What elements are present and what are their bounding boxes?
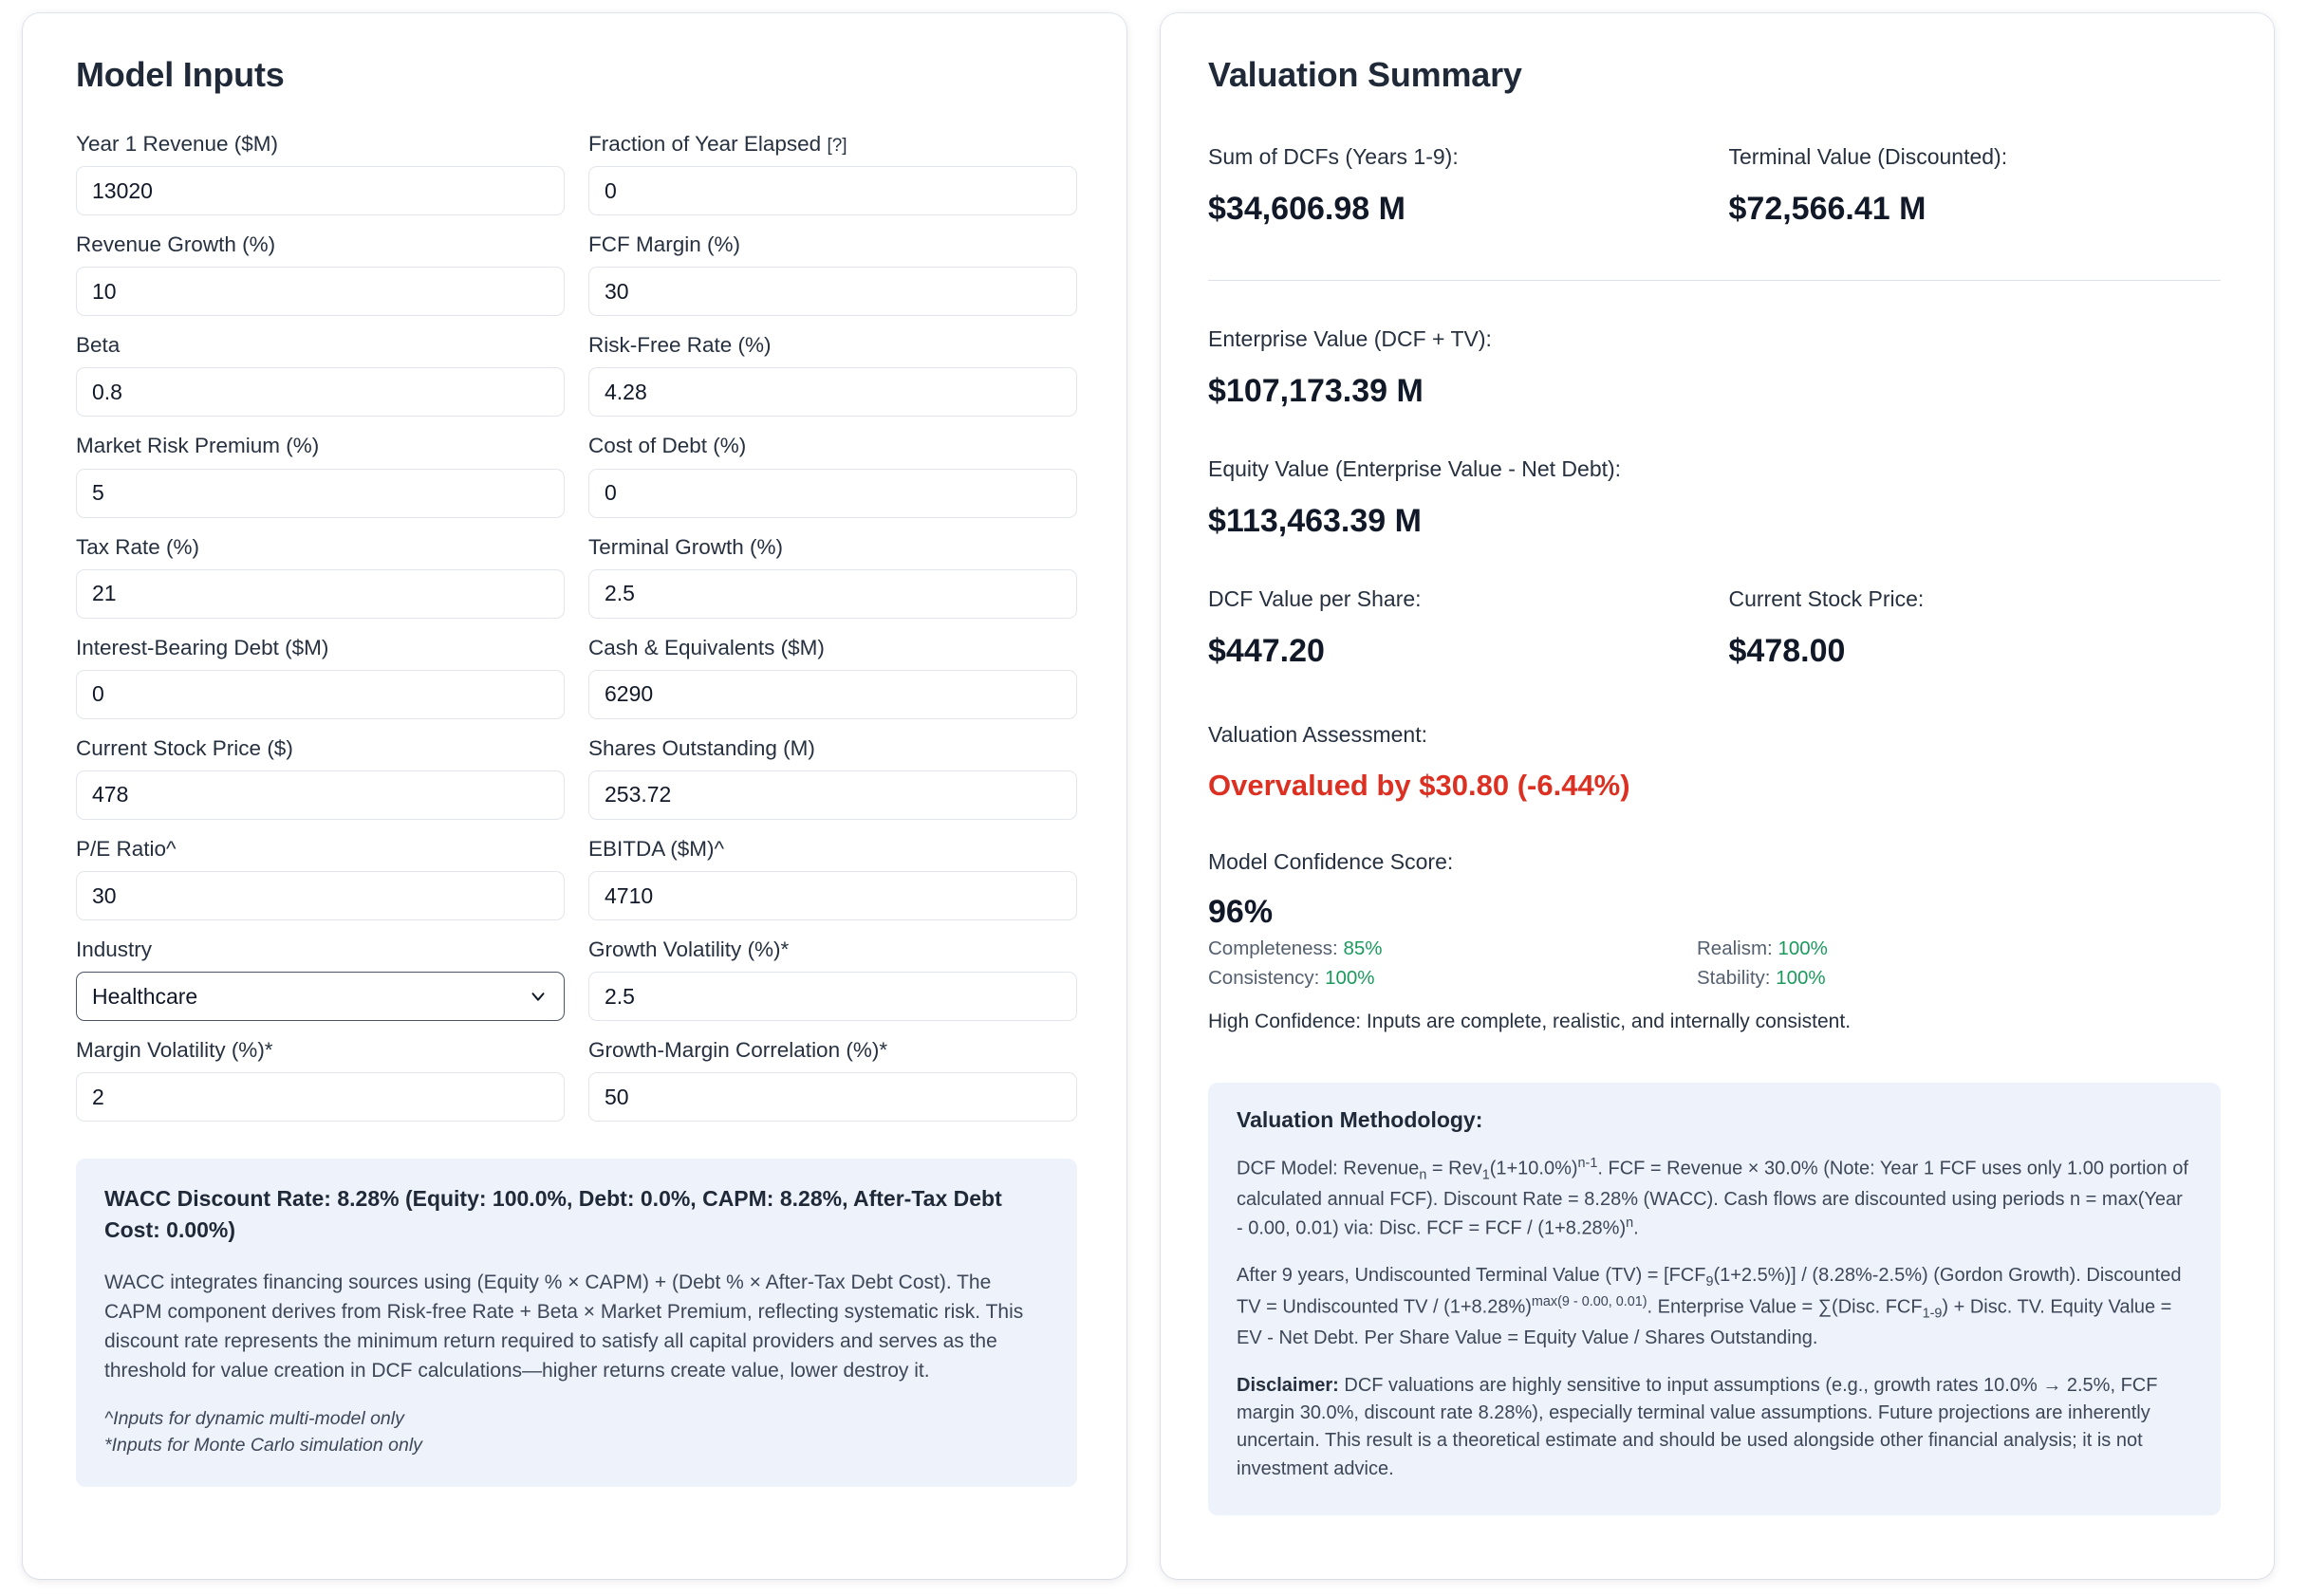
select-industry-value: Healthcare bbox=[92, 983, 198, 1009]
field-interest-bearing-debt bbox=[76, 635, 565, 719]
field-cash-equivalents bbox=[588, 635, 1077, 719]
label-revenue-growth: Revenue Growth (%) bbox=[76, 232, 276, 257]
metric-enterprise-value bbox=[1208, 326, 2221, 409]
metric-dcf-value-per-share-label: DCF Value per Share: bbox=[1208, 585, 1422, 611]
input-cash-equivalents[interactable]: 6290 bbox=[588, 670, 1077, 719]
input-tax-rate[interactable]: 21 bbox=[76, 569, 565, 619]
input-current-stock-price[interactable]: 478 bbox=[76, 770, 565, 820]
valuation-assessment bbox=[1208, 722, 2221, 802]
metric-current-stock-price bbox=[1729, 586, 2222, 669]
wacc-note-title: WACC Discount Rate: 8.28% (Equity: 100.0%, Debt: 0.0%, CAPM: 8.28%, After-Tax Debt Cost: 0.00%) bbox=[104, 1186, 1002, 1242]
confidence-metric-value: 100% bbox=[1776, 966, 1826, 989]
valuation-summary-card bbox=[1161, 13, 2274, 1579]
input-market-risk-premium[interactable]: 5 bbox=[76, 469, 565, 518]
label-growth-volatility: Growth Volatility (%)* bbox=[588, 937, 790, 961]
p1-sup2: n bbox=[1626, 1216, 1634, 1232]
metric-terminal-value-value: $72,566.41 M bbox=[1728, 190, 1926, 227]
model-confidence-label: Model Confidence Score: bbox=[1208, 848, 1454, 874]
field-cost-of-debt bbox=[588, 433, 1077, 517]
label-pe-ratio: P/E Ratio^ bbox=[76, 836, 177, 861]
label-cash-equivalents: Cash & Equivalents ($M) bbox=[588, 635, 825, 659]
confidence-metric-completeness bbox=[1208, 936, 1668, 962]
label-industry: Industry bbox=[76, 937, 153, 961]
select-industry[interactable] bbox=[76, 972, 565, 1021]
field-year1-revenue bbox=[76, 131, 565, 215]
field-risk-free-rate bbox=[588, 332, 1077, 417]
confidence-metric-value: 100% bbox=[1325, 966, 1375, 989]
field-growth-volatility bbox=[588, 937, 1077, 1021]
p2-sup1: max(9 - 0.00, 0.01) bbox=[1531, 1294, 1647, 1310]
field-current-stock-price bbox=[76, 735, 565, 820]
field-margin-volatility bbox=[76, 1037, 565, 1122]
label-ebitda: EBITDA ($M)^ bbox=[588, 836, 725, 861]
input-fraction-year-elapsed[interactable]: 0 bbox=[588, 166, 1077, 215]
metric-current-stock-price-label: Current Stock Price: bbox=[1728, 585, 1925, 611]
input-ebitda[interactable]: 4710 bbox=[588, 871, 1077, 920]
confidence-metric-value: 100% bbox=[1778, 937, 1828, 960]
confidence-metric-realism bbox=[1697, 936, 2157, 962]
label-growth-margin-correlation: Growth-Margin Correlation (%)* bbox=[588, 1038, 888, 1063]
p1-rest: . FCF = Revenue × 30.0% (Note: Year 1 FCF uses only 1.00 portion of calculated annual FCF). Discount Rate = 8.28% (WACC). Cash flows are discounted using periods n = max(Year - 0.00, 0.01) via: Disc. FCF = FCF / (1+8.28%) bbox=[1237, 1158, 2188, 1239]
confidence-metric-name: Consistency: bbox=[1208, 966, 1320, 989]
label-margin-volatility: Margin Volatility (%)* bbox=[76, 1038, 273, 1063]
label-current-stock-price: Current Stock Price ($) bbox=[76, 735, 293, 760]
p1-mid1: = Rev bbox=[1426, 1158, 1482, 1179]
metric-equity-value-label: Equity Value (Enterprise Value - Net Debt): bbox=[1208, 455, 1622, 481]
label-tax-rate: Tax Rate (%) bbox=[76, 534, 200, 559]
label-shares-outstanding: Shares Outstanding (M) bbox=[588, 735, 815, 760]
summary-row-top bbox=[1208, 144, 2221, 232]
model-confidence-section bbox=[1208, 849, 2221, 1035]
methodology-title: Valuation Methodology: bbox=[1237, 1107, 1483, 1132]
p2-end: ) + Disc. TV. Equity Value = EV - Net Debt. Per Share Value = Equity Value / Shares Outstanding. bbox=[1237, 1297, 2172, 1349]
metric-sum-of-dcfs bbox=[1208, 144, 1701, 227]
confidence-metric-name: Stability: bbox=[1697, 966, 1771, 989]
label-terminal-growth: Terminal Growth (%) bbox=[588, 534, 784, 559]
disclaimer-text: DCF valuations are highly sensitive to input assumptions (e.g., growth rates 10.0% → 2.5%, FCF margin 30.0%, discount rate 8.28%), especially terminal value assumptions. Future projections are inherently uncertain. This result is a theoretical estimate and should be used alongside other financial analysis; it is not investment advice. bbox=[1237, 1374, 2158, 1479]
model-inputs-card bbox=[23, 13, 1126, 1579]
valuation-methodology-box bbox=[1208, 1083, 2221, 1515]
help-hint-icon[interactable]: [?] bbox=[827, 136, 847, 156]
p1-sub1: n bbox=[1419, 1167, 1427, 1183]
label-fcf-margin: FCF Margin (%) bbox=[588, 232, 741, 257]
label-interest-bearing-debt: Interest-Bearing Debt ($M) bbox=[76, 635, 329, 659]
label-year1-revenue: Year 1 Revenue ($M) bbox=[76, 132, 279, 156]
metric-dcf-value-per-share bbox=[1208, 586, 1701, 669]
input-growth-margin-correlation[interactable]: 50 bbox=[588, 1072, 1077, 1122]
field-beta bbox=[76, 332, 565, 417]
field-fraction-year-elapsed bbox=[588, 131, 1077, 215]
confidence-metric-name: Completeness: bbox=[1208, 937, 1338, 960]
wacc-note-body: WACC integrates financing sources using (Equity % × CAPM) + (Debt % × After-Tax Debt Cost). The CAPM component derives from Risk-free Rate + Beta × Market Premium, reflecting systematic risk. This discount rate represents the minimum return required to satisfy all capital providers and serves as the threshold for value creation in DCF calculations—higher returns create value, lower destroy it. bbox=[104, 1271, 1024, 1382]
divider bbox=[1208, 280, 2221, 281]
input-margin-volatility[interactable]: 2 bbox=[76, 1072, 565, 1122]
label-text: Fraction of Year Elapsed bbox=[588, 132, 822, 156]
metric-sum-of-dcfs-label: Sum of DCFs (Years 1-9): bbox=[1208, 144, 1459, 169]
metric-sum-of-dcfs-value: $34,606.98 M bbox=[1208, 190, 1405, 227]
confidence-metric-consistency bbox=[1208, 965, 1668, 992]
metric-equity-value-value: $113,463.39 M bbox=[1208, 502, 1422, 539]
disclaimer-label: Disclaimer: bbox=[1237, 1374, 1339, 1396]
methodology-paragraph-1 bbox=[1237, 1154, 2192, 1243]
metric-equity-value bbox=[1208, 456, 2221, 539]
metric-current-stock-price-value: $478.00 bbox=[1728, 632, 1846, 669]
field-growth-margin-correlation bbox=[588, 1037, 1077, 1122]
field-industry bbox=[76, 937, 565, 1021]
metric-enterprise-value-value: $107,173.39 M bbox=[1208, 372, 1424, 409]
input-growth-volatility[interactable]: 2.5 bbox=[588, 972, 1077, 1021]
p2-mid2: . Enterprise Value = ∑(Disc. FCF bbox=[1647, 1297, 1923, 1319]
valuation-assessment-label: Valuation Assessment: bbox=[1208, 721, 1427, 747]
page-title: Model Inputs bbox=[76, 55, 285, 94]
methodology-disclaimer bbox=[1237, 1372, 2192, 1484]
field-pe-ratio bbox=[76, 836, 565, 920]
field-terminal-growth bbox=[588, 534, 1077, 619]
confidence-metric-value: 85% bbox=[1343, 937, 1383, 960]
field-tax-rate bbox=[76, 534, 565, 619]
p2-sub1: 9 bbox=[1705, 1274, 1714, 1290]
valuation-summary-title: Valuation Summary bbox=[1208, 55, 1522, 94]
label-beta: Beta bbox=[76, 333, 121, 358]
label-market-risk-premium: Market Risk Premium (%) bbox=[76, 434, 320, 458]
confidence-note: High Confidence: Inputs are complete, realistic, and internally consistent. bbox=[1208, 1010, 1852, 1032]
input-shares-outstanding[interactable]: 253.72 bbox=[588, 770, 1077, 820]
input-pe-ratio[interactable]: 30 bbox=[76, 871, 565, 920]
metric-terminal-value bbox=[1729, 144, 2222, 227]
model-inputs-grid bbox=[76, 131, 1077, 1138]
input-terminal-growth[interactable]: 2.5 bbox=[588, 569, 1077, 619]
p2-prefix: After 9 years, Undiscounted Terminal Value (TV) = [FCF bbox=[1237, 1265, 1706, 1287]
confidence-metrics bbox=[1208, 936, 2157, 991]
p2-mid1: (1+2.5%)] / (8.28%-2.5%) (Gordon Growth). Discounted TV = Undiscounted TV / (1+8.28%) bbox=[1237, 1265, 2182, 1319]
metric-enterprise-value-label: Enterprise Value (DCF + TV): bbox=[1208, 325, 1492, 351]
confidence-metric-stability bbox=[1697, 965, 2157, 992]
wacc-note-box bbox=[76, 1159, 1077, 1487]
status-badge: Overvalued by $30.80 (-6.44%) bbox=[1208, 768, 1630, 802]
field-shares-outstanding bbox=[588, 735, 1077, 820]
field-ebitda bbox=[588, 836, 1077, 920]
field-fcf-margin bbox=[588, 232, 1077, 316]
input-cost-of-debt[interactable]: 0 bbox=[588, 469, 1077, 518]
confidence-metric-name: Realism: bbox=[1697, 937, 1773, 960]
chevron-down-icon bbox=[528, 986, 549, 1007]
p1-mid2: (1+10.0%) bbox=[1489, 1158, 1578, 1179]
p1-end: . bbox=[1633, 1217, 1639, 1239]
p1-sub2: 1 bbox=[1481, 1167, 1490, 1183]
input-beta[interactable]: 0.8 bbox=[76, 367, 565, 417]
p1-prefix: DCF Model: Revenue bbox=[1237, 1158, 1420, 1179]
wacc-footnote-2: *Inputs for Monte Carlo simulation only bbox=[104, 1434, 422, 1456]
input-risk-free-rate[interactable]: 4.28 bbox=[588, 367, 1077, 417]
model-confidence-score: 96% bbox=[1208, 893, 1274, 930]
methodology-paragraph-2 bbox=[1237, 1262, 2192, 1352]
p1-sup1: n-1 bbox=[1577, 1156, 1598, 1171]
label-fraction-year-elapsed bbox=[588, 131, 1077, 158]
wacc-footnote-1: ^Inputs for dynamic multi-model only bbox=[104, 1407, 404, 1429]
metric-terminal-value-label: Terminal Value (Discounted): bbox=[1728, 144, 2008, 169]
summary-row-per-share bbox=[1208, 586, 2221, 675]
field-revenue-growth bbox=[76, 232, 565, 316]
field-market-risk-premium bbox=[76, 433, 565, 517]
p2-sub2: 1-9 bbox=[1922, 1307, 1943, 1323]
input-year1-revenue[interactable]: 13020 bbox=[76, 166, 565, 215]
label-risk-free-rate: Risk-Free Rate (%) bbox=[588, 333, 772, 358]
metric-dcf-value-per-share-value: $447.20 bbox=[1208, 632, 1325, 669]
input-revenue-growth[interactable]: 10 bbox=[76, 267, 565, 316]
label-cost-of-debt: Cost of Debt (%) bbox=[588, 434, 747, 458]
input-fcf-margin[interactable]: 30 bbox=[588, 267, 1077, 316]
input-interest-bearing-debt[interactable]: 0 bbox=[76, 670, 565, 719]
